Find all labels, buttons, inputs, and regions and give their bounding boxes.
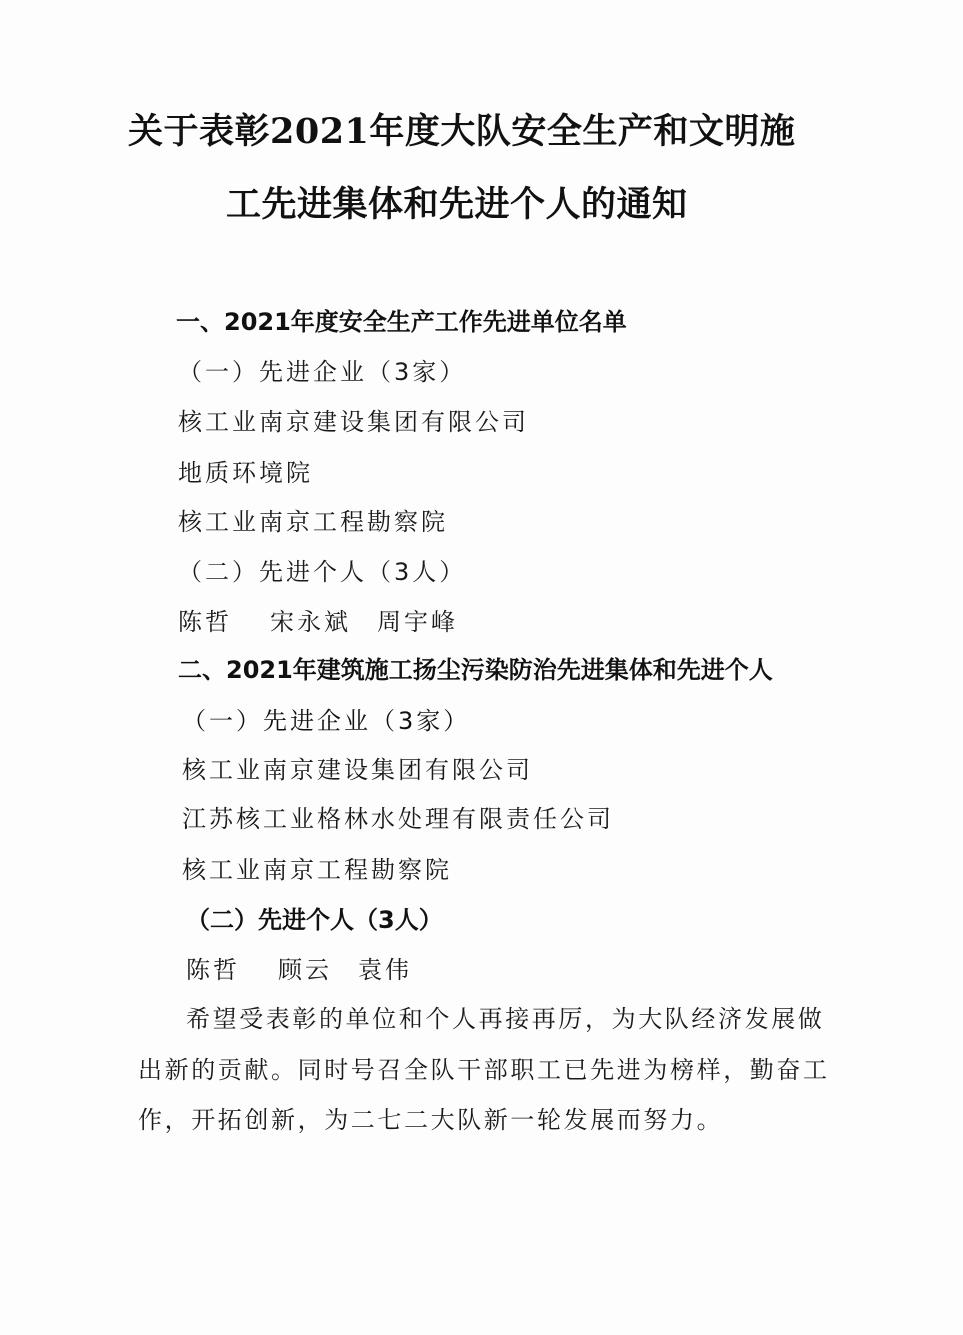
section2-sub2-names [186,955,412,985]
person-name: 陈哲 [178,608,232,636]
person-name: 周宇峰 [377,608,458,636]
person-name: 顾云 [278,956,332,984]
section1-heading: 一、2021年度安全生产工作先进单位名单 [176,308,627,336]
section1-sub2-names [178,607,458,637]
section2-sub1-item-3: 核工业南京工程勘察院 [182,856,452,884]
section1-sub2-heading: （二）先进个人（3人） [178,558,467,586]
section1-sub1-heading: （一）先进企业（3家） [178,358,467,386]
document-title-line-2: 工先进集体和先进个人的通知 [226,184,688,225]
section2-sub1-item-2: 江苏核工业格林水处理有限责任公司 [182,805,614,833]
closing-paragraph-line-2: 出新的贡献。同时号召全队干部职工已先进为榜样，勤奋工 [138,1056,830,1084]
section1-sub1-item-3: 核工业南京工程勘察院 [178,508,448,536]
section1-sub1-item-2: 地质环境院 [178,459,313,487]
section2-sub1-item-1: 核工业南京建设集团有限公司 [182,756,533,784]
closing-paragraph-line-3: 作，开拓创新，为二七二大队新一轮发展而努力。 [138,1106,724,1134]
person-name: 陈哲 [186,956,240,984]
section2-sub2-heading: （二）先进个人（3人） [186,906,443,934]
document-title-line-1: 关于表彰2021年度大队安全生产和文明施 [128,111,796,152]
person-name: 袁伟 [358,956,412,984]
section2-sub1-heading: （一）先进企业（3家） [182,707,471,735]
closing-paragraph-line-1: 希望受表彰的单位和个人再接再厉，为大队经济发展做 [186,1005,825,1033]
person-name: 宋永斌 [270,608,351,636]
section1-sub1-item-1: 核工业南京建设集团有限公司 [178,408,529,436]
section2-heading: 二、2021年建筑施工扬尘污染防治先进集体和先进个人 [178,656,773,684]
